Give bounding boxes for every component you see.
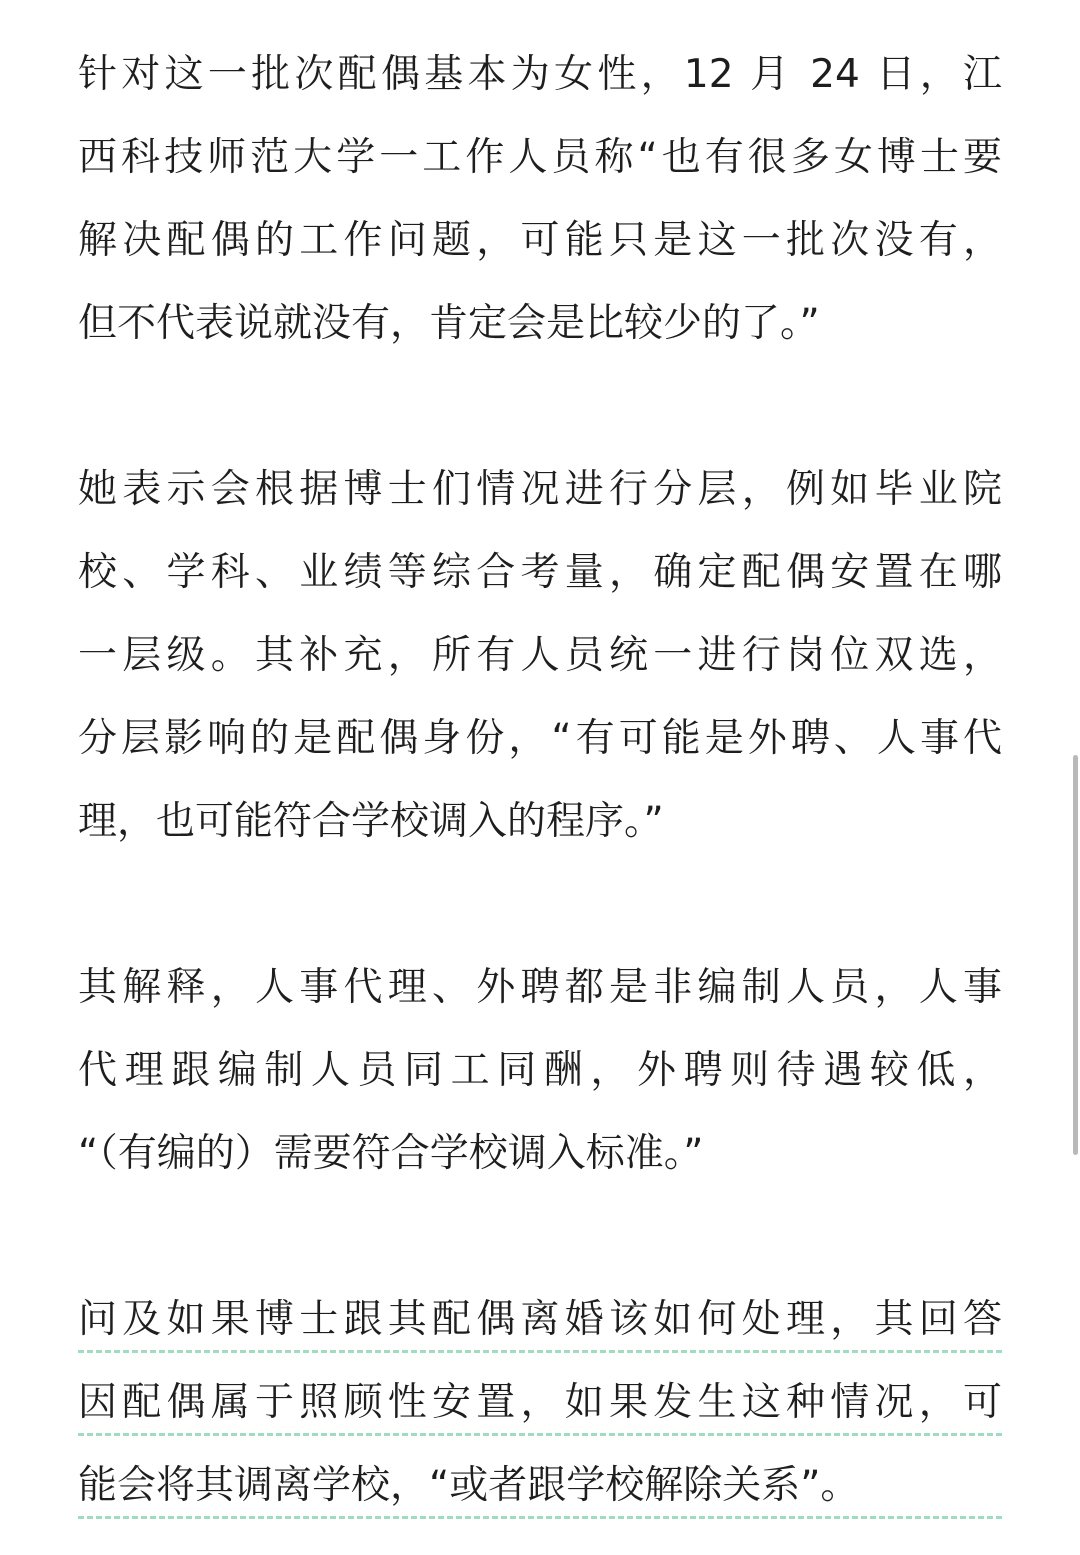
paragraph-2-line-3: 一层级。其补充，所有人员统一进行岗位双选，	[78, 633, 1002, 678]
paragraph-1-line-3: 解决配偶的工作问题，可能只是这一批次没有，	[78, 218, 1002, 263]
paragraph-2-line-5: 理，也可能符合学校调入的程序。”	[78, 799, 664, 844]
paragraph-1-line-4: 但不代表说就没有，肯定会是比较少的了。”	[78, 301, 820, 346]
paragraph-3-line-1: 其解释，人事代理、外聘都是非编制人员，人事	[78, 965, 1002, 1010]
paragraph-2-line-2: 校、学科、业绩等综合考量，确定配偶安置在哪	[78, 550, 1002, 595]
paragraph-4-line-1[interactable]: 问及如果博士跟其配偶离婚该如何处理，其回答	[78, 1290, 1002, 1353]
paragraph-3-line-3: “（有编的）需要符合学校调入标准。”	[78, 1131, 704, 1176]
vertical-scrollbar[interactable]	[1073, 755, 1078, 1155]
paragraph-1-line-2: 西科技师范大学一工作人员称“也有很多女博士要	[78, 135, 1002, 180]
paragraph-2-line-4: 分层影响的是配偶身份，“有可能是外聘、人事代	[78, 716, 1002, 761]
paragraph-2-line-1: 她表示会根据博士们情况进行分层，例如毕业院	[78, 467, 1002, 512]
paragraph-1-line-1: 针对这一批次配偶基本为女性，12 月 24 日，江	[78, 52, 1002, 97]
paragraph-4-line-3[interactable]: 能会将其调离学校，“或者跟学校解除关系”。	[78, 1456, 1002, 1519]
paragraph-4-line-2[interactable]: 因配偶属于照顾性安置，如果发生这种情况，可	[78, 1373, 1002, 1436]
paragraph-3-line-2: 代理跟编制人员同工同酬，外聘则待遇较低，	[78, 1048, 1002, 1093]
